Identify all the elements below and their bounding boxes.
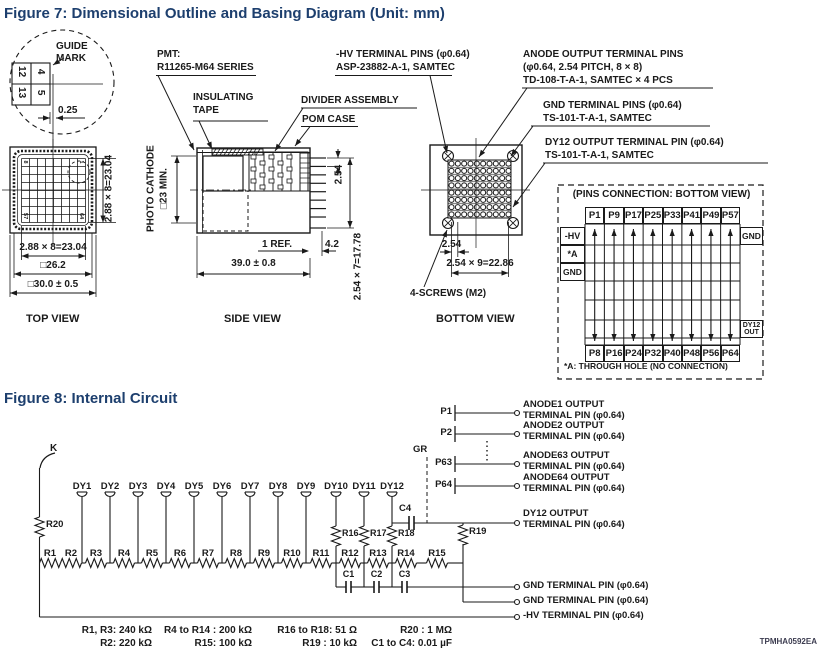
resistor-label: R3 bbox=[89, 548, 103, 559]
anode-output-label-line2: TERMINAL PIN (φ0.64) bbox=[523, 431, 625, 442]
hv-terminal-callout-line2: ASP-23882-A-1, SAMTEC bbox=[336, 62, 455, 73]
anode-output-label-line1: ANODE1 OUTPUT bbox=[523, 399, 605, 410]
anode-output-label-line1: ANODE63 OUTPUT bbox=[523, 450, 610, 461]
pins-table-bottom-cell: P16 bbox=[604, 345, 623, 362]
dynode-label: DY12 bbox=[380, 481, 404, 492]
anode-pin-label: P64 bbox=[435, 479, 452, 490]
side-view-length-dim: 39.0 ± 0.8 bbox=[231, 258, 276, 269]
figure7-title: Figure 7: Dimensional Outline and Basing Diagram (Unit: mm) bbox=[4, 5, 445, 22]
pins-table-cell-gnd-left: GND bbox=[560, 263, 585, 281]
dynode-label: DY9 bbox=[296, 481, 316, 492]
r19-label: R19 bbox=[469, 526, 487, 537]
resistor-label: R2 bbox=[64, 548, 78, 559]
grid-label: GR bbox=[413, 444, 428, 455]
dynode-label: DY7 bbox=[240, 481, 260, 492]
resistor-label: R15 bbox=[428, 548, 446, 559]
dynode-label: DY10 bbox=[324, 481, 348, 492]
pins-table-top-cell: P1 bbox=[585, 207, 604, 224]
dynode-label: DY2 bbox=[100, 481, 120, 492]
anode-pin-label: P2 bbox=[440, 427, 452, 438]
guide-mark-offset-dim: 0.25 bbox=[58, 105, 78, 116]
gnd-pin-label-1: GND TERMINAL PIN (φ0.64) bbox=[523, 580, 649, 591]
anode-output-label-line2: TERMINAL PIN (φ0.64) bbox=[523, 483, 625, 494]
capacitor-label: C2 bbox=[370, 569, 383, 579]
gnd-terminal-callout-line1: GND TERMINAL PINS (φ0.64) bbox=[543, 100, 682, 111]
values-col3-line1: R16 to R18: 51 Ω bbox=[277, 625, 357, 636]
top-view-mid-dim: □26.2 bbox=[40, 260, 66, 271]
resistor-label: R6 bbox=[173, 548, 187, 559]
values-col1-line2: R2: 220 kΩ bbox=[100, 638, 152, 649]
resistor-label: R8 bbox=[229, 548, 243, 559]
resistor-label: R16 bbox=[342, 528, 359, 538]
side-view-span-dim: 2.54 × 7=17.78 bbox=[352, 232, 364, 301]
resistor-label: R4 bbox=[117, 548, 131, 559]
resistor-label: R1 bbox=[43, 548, 57, 559]
anode-terminal-callout-line2: (φ0.64, 2.54 PITCH, 8 × 8) bbox=[523, 62, 643, 73]
pins-table-cell-a: *A bbox=[560, 245, 585, 263]
resistor-label: R17 bbox=[370, 528, 387, 538]
guide-cell-13: 13 bbox=[16, 87, 28, 99]
values-col4-line2: C1 to C4: 0.01 µF bbox=[371, 638, 452, 649]
insulating-tape-callout-line1: INSULATING bbox=[193, 92, 254, 103]
pins-table-bottom-cell: P64 bbox=[721, 345, 740, 362]
cathode-label: K bbox=[50, 443, 58, 454]
dynode-label: DY3 bbox=[128, 481, 148, 492]
pins-table-top-cell: P41 bbox=[682, 207, 701, 224]
dy12-out-line2: OUT bbox=[744, 329, 759, 336]
pins-table-cell-gnd-right: GND bbox=[740, 227, 763, 245]
pins-table-bottom-cell: P8 bbox=[585, 345, 604, 362]
top-view-caption: TOP VIEW bbox=[26, 313, 80, 325]
dynode-label: DY6 bbox=[212, 481, 232, 492]
anode-terminal-callout-line3: TD-108-T-A-1, SAMTEC × 4 PCS bbox=[523, 75, 673, 86]
side-view-offset-dim: 4.2 bbox=[325, 239, 339, 250]
anode-output-label-line1: ANODE64 OUTPUT bbox=[523, 472, 610, 483]
pins-table-cell-hv: -HV bbox=[560, 227, 585, 245]
pins-table-bottom-cell: P24 bbox=[624, 345, 643, 362]
resistor-label: R14 bbox=[397, 548, 415, 559]
anode-output-label-line1: ANODE2 OUTPUT bbox=[523, 420, 605, 431]
gnd-terminal-callout-line2: TS-101-T-A-1, SAMTEC bbox=[543, 113, 652, 124]
pins-table-top-cell: P9 bbox=[604, 207, 623, 224]
pins-table-top-cell: P33 bbox=[663, 207, 682, 224]
values-col1-line1: R1, R3: 240 kΩ bbox=[81, 625, 152, 636]
dy12-terminal-callout-line1: DY12 OUTPUT TERMINAL PIN (φ0.64) bbox=[545, 137, 724, 148]
bottom-view-span-dim: 2.54 × 9=22.86 bbox=[446, 258, 514, 269]
anode-pin-label: P63 bbox=[435, 457, 452, 468]
capacitor-label: C3 bbox=[398, 569, 411, 579]
resistor-label: R12 bbox=[341, 548, 359, 559]
top-view-vertical-dim: 2.88 × 8=23.04 bbox=[103, 154, 115, 223]
bottom-view-caption: BOTTOM VIEW bbox=[436, 313, 515, 325]
anode-output-label-line2: TERMINAL PIN (φ0.64) bbox=[523, 461, 625, 472]
guide-mark-label-line2: MARK bbox=[56, 53, 86, 64]
side-view-caption: SIDE VIEW bbox=[224, 313, 281, 325]
pins-table-top-cell: P17 bbox=[624, 207, 643, 224]
hv-terminal-callout-line1: -HV TERMINAL PINS (φ0.64) bbox=[336, 49, 470, 60]
values-col2-line2: R15: 100 kΩ bbox=[194, 638, 252, 649]
guide-cell-12: 12 bbox=[16, 66, 28, 78]
pom-case-callout: POM CASE bbox=[302, 114, 356, 125]
photocathode-dim-label: □23 MIN. bbox=[158, 168, 170, 210]
insulating-tape-callout-line2: TAPE bbox=[193, 105, 219, 116]
pins-table-bottom-cell: P40 bbox=[663, 345, 682, 362]
r20-label: R20 bbox=[46, 519, 64, 530]
pins-table-footnote: *A: THROUGH HOLE (NO CONNECTION) bbox=[564, 361, 728, 371]
gnd-pin-label-2: GND TERMINAL PIN (φ0.64) bbox=[523, 595, 649, 606]
values-col3-line2: R19 : 10 kΩ bbox=[302, 638, 357, 649]
anode-output-label-line2: TERMINAL PIN (φ0.64) bbox=[523, 410, 625, 421]
side-view-pitch-dim: 2.54 bbox=[333, 164, 345, 185]
anode-terminal-callout-line1: ANODE OUTPUT TERMINAL PINS bbox=[523, 49, 684, 60]
pixel-corner-57: 57 bbox=[22, 213, 29, 220]
top-view-grid-dim: 2.88 × 8=23.04 bbox=[19, 242, 87, 253]
pins-table-bottom-cell: P56 bbox=[701, 345, 720, 362]
c4-label: C4 bbox=[399, 503, 412, 514]
guide-mark-label-line1: GUIDE bbox=[56, 41, 88, 52]
dynode-label: DY11 bbox=[352, 481, 376, 492]
values-col2-line1: R4 to R14 : 200 kΩ bbox=[163, 625, 252, 636]
pins-table-bottom-cell: P48 bbox=[682, 345, 701, 362]
pins-table-top-cell: P57 bbox=[721, 207, 740, 224]
guide-cell-5: 5 bbox=[35, 89, 47, 96]
capacitor-label: C1 bbox=[342, 569, 355, 579]
pins-table-bottom-cell: P32 bbox=[643, 345, 662, 362]
pins-table-top-cell: P25 bbox=[643, 207, 662, 224]
resistor-label: R9 bbox=[257, 548, 271, 559]
pixel-corner-8: 8 bbox=[22, 160, 29, 164]
anode-pin-label: P1 bbox=[440, 406, 452, 417]
pins-table-cell-dy12-out bbox=[740, 320, 763, 338]
screws-callout: 4-SCREWS (M2) bbox=[410, 288, 487, 299]
pmt-callout-line2: R11265-M64 SERIES bbox=[157, 62, 254, 73]
figure8-title: Figure 8: Internal Circuit bbox=[4, 390, 178, 407]
side-view-ref-dim: 1 REF. bbox=[262, 239, 293, 250]
bottom-view-pitch-dim: 2.54 bbox=[441, 239, 462, 250]
dynode-label: DY8 bbox=[268, 481, 288, 492]
pins-table-title: (PINS CONNECTION: BOTTOM VIEW) bbox=[572, 189, 751, 200]
dy12-out-line1: DY12 bbox=[742, 321, 761, 329]
resistor-label: R13 bbox=[369, 548, 387, 559]
pmt-callout-line1: PMT: bbox=[157, 49, 181, 60]
dynode-label: DY4 bbox=[156, 481, 176, 492]
pixel-corner-1: 1 bbox=[78, 160, 85, 164]
hv-pin-label: -HV TERMINAL PIN (φ0.64) bbox=[523, 610, 644, 621]
dy12-terminal-callout-line2: TS-101-T-A-1, SAMTEC bbox=[545, 150, 654, 161]
resistor-label: R5 bbox=[145, 548, 159, 559]
photocathode-label: PHOTO CATHODE bbox=[145, 145, 157, 233]
divider-assembly-callout: DIVIDER ASSEMBLY bbox=[301, 95, 399, 106]
resistor-label: R7 bbox=[201, 548, 215, 559]
resistor-label: R11 bbox=[312, 548, 330, 559]
dy12-output-label-line1: DY12 OUTPUT bbox=[523, 508, 589, 519]
dynode-label: DY1 bbox=[72, 481, 92, 492]
document-code: TPMHA0592EA bbox=[759, 637, 817, 646]
guide-cell-4: 4 bbox=[35, 68, 47, 75]
pixel-corner-64: 64 bbox=[78, 213, 85, 220]
pins-table-top-cell: P49 bbox=[701, 207, 720, 224]
resistor-label: R10 bbox=[283, 548, 301, 559]
dy12-output-label-line2: TERMINAL PIN (φ0.64) bbox=[523, 519, 625, 530]
values-col4-line1: R20 : 1 MΩ bbox=[400, 625, 452, 636]
top-view-outer-dim: □30.0 ± 0.5 bbox=[27, 279, 79, 290]
resistor-label: R18 bbox=[398, 528, 415, 538]
dynode-label: DY5 bbox=[184, 481, 204, 492]
